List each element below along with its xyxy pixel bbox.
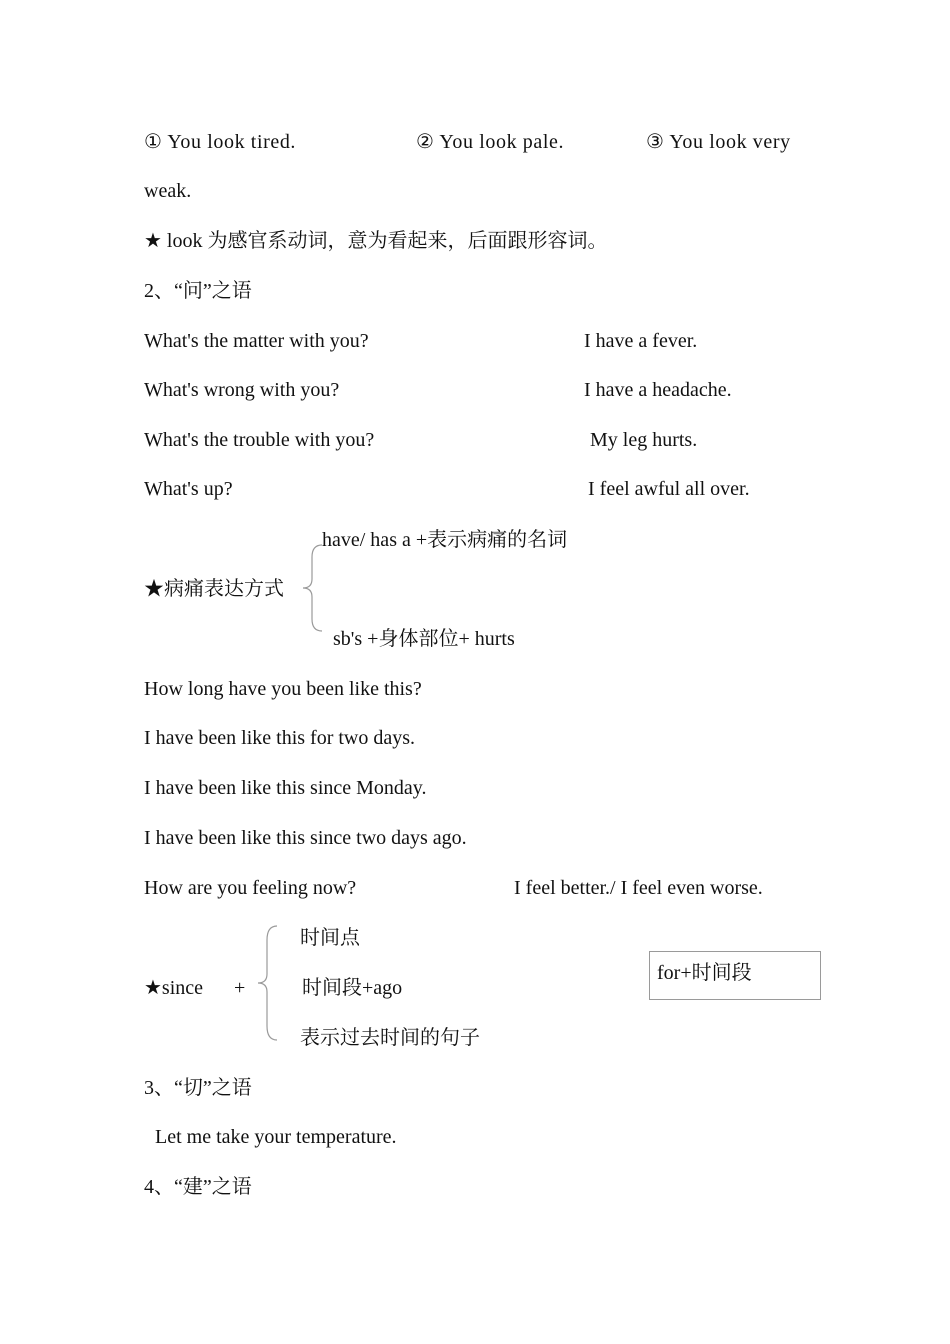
answer-line: My leg hurts. [590, 429, 698, 451]
since-option-past-clause: 表示过去时间的句子 [300, 1027, 480, 1049]
section-4-heading: 4、“建”之语 [144, 1176, 252, 1198]
answer-line: I have a fever. [584, 330, 698, 352]
question-line: What's wrong with you? [144, 379, 340, 401]
feeling-answer: I feel better./ I feel even worse. [514, 877, 763, 899]
expression-label: ★病痛表达方式 [144, 578, 284, 600]
phrase-look-tired: ① You look tired. [144, 131, 297, 153]
for-note-box [649, 951, 821, 1000]
duration-answer: I have been like this since Monday. [144, 777, 427, 799]
feeling-question: How are you feeling now? [144, 877, 357, 899]
phrase-look-very-weak-continued: weak. [144, 180, 192, 202]
since-option-time-point: 时间点 [300, 927, 360, 949]
question-line: What's up? [144, 478, 233, 500]
temperature-sentence: Let me take your temperature. [155, 1126, 397, 1148]
answer-line: I feel awful all over. [588, 478, 750, 500]
look-grammar-note: ★ look 为感官系动词，意为看起来，后面跟形容词。 [144, 230, 608, 252]
left-brace-icon [300, 543, 326, 633]
duration-answer: I have been like this for two days. [144, 727, 416, 749]
expression-option-have-has: have/ has a +表示病痛的名词 [322, 529, 568, 551]
section-2-heading: 2、“问”之语 [144, 280, 252, 302]
phrase-look-very-weak: ③ You look very [646, 131, 791, 153]
left-brace-icon [255, 924, 281, 1042]
section-3-heading: 3、“切”之语 [144, 1077, 252, 1099]
phrase-look-pale: ② You look pale. [416, 131, 565, 153]
question-line: What's the matter with you? [144, 330, 369, 352]
for-note-text: for+时间段 [657, 962, 752, 984]
answer-line: I have a headache. [584, 379, 732, 401]
duration-question: How long have you been like this? [144, 678, 422, 700]
since-option-period-ago: 时间段+ago [302, 977, 403, 999]
question-line: What's the trouble with you? [144, 429, 375, 451]
duration-answer: I have been like this since two days ago. [144, 827, 467, 849]
since-plus: + [234, 977, 246, 999]
expression-option-body-part: sb's +身体部位+ hurts [333, 628, 515, 650]
since-label: ★since [144, 977, 204, 999]
